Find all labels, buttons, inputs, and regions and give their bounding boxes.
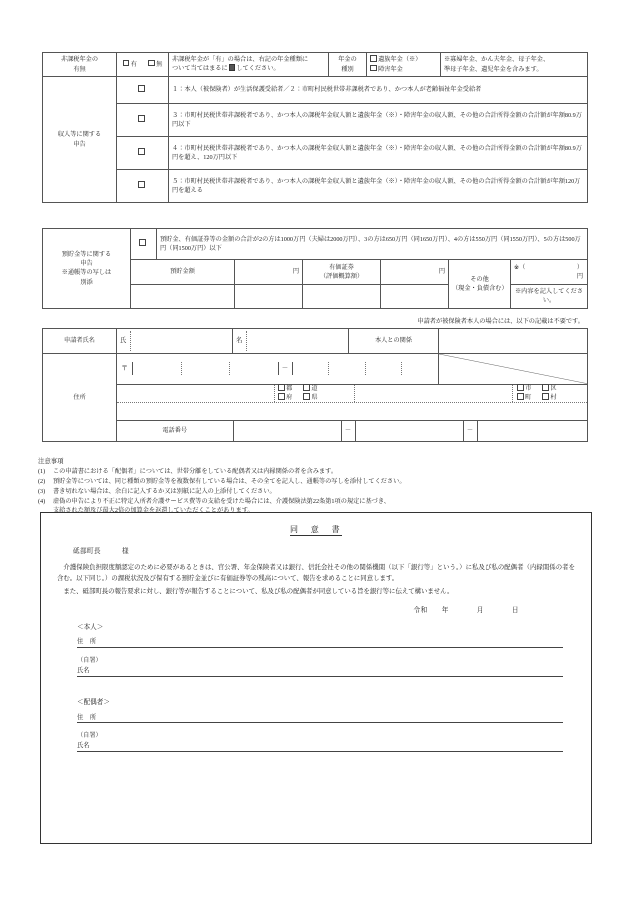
income-table bbox=[42, 52, 588, 203]
self-address-input[interactable] bbox=[96, 639, 563, 648]
spouse-address-label: 住 所 bbox=[77, 713, 96, 724]
postal-dash: － bbox=[279, 362, 293, 375]
phone-row bbox=[117, 421, 587, 441]
consent-title bbox=[55, 524, 577, 536]
spouse-name-input[interactable] bbox=[90, 743, 563, 752]
self-address-line[interactable] bbox=[77, 637, 577, 648]
pension-type-option-1-row[interactable] bbox=[370, 55, 437, 65]
phone-label: 電話番号 bbox=[117, 421, 233, 441]
spouse-section-heading: ＜配偶者＞ bbox=[77, 699, 110, 707]
applicant-surname-field[interactable] bbox=[117, 328, 233, 353]
postal-mark-icon: 〒 bbox=[117, 362, 133, 375]
relation-input[interactable] bbox=[439, 328, 588, 353]
securities-amount-unit: 円 bbox=[438, 268, 445, 276]
prefecture-options-row-1[interactable] bbox=[278, 384, 354, 393]
pension-instruction bbox=[169, 53, 329, 77]
table-row-applicant-name bbox=[43, 328, 588, 353]
checkbox-shi[interactable] bbox=[517, 384, 524, 391]
address-detail-field[interactable] bbox=[117, 384, 588, 420]
other-assets-detail-cell[interactable] bbox=[511, 260, 588, 285]
consent-paragraph-2: また、砥部町長の報告要求に対し、銀行等が報告することについて、私及び私の配偶者が同意している旨を銀行等に伝えて構いません。 bbox=[63, 587, 454, 595]
phone-number-field[interactable] bbox=[117, 420, 588, 441]
label-fu: 府 bbox=[286, 394, 293, 402]
label-to: 都 bbox=[286, 385, 293, 393]
securities-label-line2: （評価概算額） bbox=[319, 273, 364, 280]
income-declaration-label bbox=[43, 77, 117, 203]
spouse-name-label: 氏名 bbox=[77, 741, 90, 752]
address-line-3-input[interactable] bbox=[117, 403, 587, 420]
phone-part-2[interactable] bbox=[355, 421, 463, 441]
postal-cell-7[interactable] bbox=[402, 362, 438, 375]
address-line-2-input[interactable] bbox=[355, 385, 513, 402]
municipality-options-row-2[interactable] bbox=[517, 393, 587, 402]
deposit-amount-input-spacer[interactable] bbox=[235, 285, 303, 309]
note-item bbox=[38, 477, 594, 487]
municipality-options-row-1[interactable] bbox=[517, 384, 587, 393]
label-shi: 市 bbox=[525, 385, 532, 393]
date-era-label: 令和 bbox=[413, 607, 428, 615]
givenname-key-label: 名 bbox=[236, 337, 243, 345]
spouse-address-input[interactable] bbox=[96, 714, 563, 723]
date-day-label: 日 bbox=[511, 607, 519, 615]
label-do: 道 bbox=[311, 385, 318, 393]
tax-exempt-pension-label bbox=[43, 53, 117, 77]
checkbox-declaration-2[interactable] bbox=[138, 115, 145, 122]
self-section-heading: ＜本人＞ bbox=[77, 623, 104, 631]
other-assets-mark-open: ※（ bbox=[514, 263, 526, 271]
checkbox-son[interactable] bbox=[542, 393, 549, 400]
self-signature-note: （自署） bbox=[77, 657, 102, 665]
applicant-address-label: 住所 bbox=[43, 353, 117, 441]
applicant-name-label: 申請者氏名 bbox=[43, 328, 117, 353]
deposit-table bbox=[42, 228, 588, 309]
note-item bbox=[38, 497, 594, 507]
note-item bbox=[38, 467, 594, 477]
pension-no-label: 無 bbox=[156, 60, 163, 68]
checkbox-ken[interactable] bbox=[303, 393, 310, 400]
note-text: 虚偽の申告により不正に特定入所者介護サービス費等の支給を受けた場合には、介護保険法第22条第1項の規定に基づき、 bbox=[53, 498, 390, 506]
deposit-declaration-section bbox=[42, 228, 588, 309]
securities-label-spacer bbox=[303, 285, 381, 309]
declaration-text-1: １：本人（被保険者）が生活保護受給者／２：市町村民税世帯非課税者であり、かつ本人が老齢福祉年金受給者 bbox=[169, 77, 588, 104]
deposit-label-line2: 申告 bbox=[80, 260, 93, 267]
prefecture-options[interactable] bbox=[275, 385, 355, 402]
other-assets-mark-close: ） bbox=[576, 263, 583, 271]
deposit-label bbox=[43, 229, 131, 309]
table-row-declaration-1 bbox=[43, 77, 588, 104]
deposit-amount-input[interactable] bbox=[235, 260, 303, 285]
pension-instruction-line2: ついて当てはまるに してください。 bbox=[172, 65, 280, 73]
other-assets-unit: 円 bbox=[576, 273, 583, 280]
notes-heading: 注意事項 bbox=[38, 458, 64, 465]
tax-exempt-pension-label-line2: 有無 bbox=[73, 65, 86, 73]
checkbox-declaration-3[interactable] bbox=[138, 148, 145, 155]
notes-section bbox=[38, 457, 594, 516]
checkbox-ku[interactable] bbox=[542, 384, 549, 391]
self-name-input[interactable] bbox=[90, 668, 563, 677]
check-mark-icon bbox=[229, 64, 236, 71]
disability-pension-label: 障害年金 bbox=[378, 65, 403, 73]
spouse-name-line[interactable] bbox=[77, 741, 577, 752]
table-row-tax-exempt-pension bbox=[43, 53, 588, 77]
checkbox-pension-yes[interactable] bbox=[123, 60, 130, 67]
postal-cell-1[interactable] bbox=[133, 362, 182, 375]
checkbox-pension-no[interactable] bbox=[148, 60, 155, 67]
pension-footnote-line1: ※寡婦年金、かん夫年金、母子年金、 bbox=[444, 56, 550, 64]
pension-type-option-2-row[interactable] bbox=[370, 65, 437, 75]
date-month-label: 月 bbox=[476, 607, 484, 615]
securities-amount-input-spacer[interactable] bbox=[381, 285, 449, 309]
deposit-label-line3: ※通帳等の写しは bbox=[61, 269, 112, 277]
postal-cell-6[interactable] bbox=[366, 362, 403, 375]
consent-addressee: 砥部町長 様 bbox=[73, 547, 129, 555]
self-name-label: 氏名 bbox=[77, 666, 90, 677]
income-declaration-section bbox=[42, 52, 588, 203]
pension-yes-label: 有 bbox=[130, 60, 137, 68]
postal-cell-2[interactable] bbox=[182, 362, 231, 375]
deposit-amount-label: 預貯金額 bbox=[131, 260, 235, 285]
date-year-label: 年 bbox=[441, 607, 449, 615]
consent-date-line[interactable] bbox=[55, 606, 533, 616]
deposit-amount-label-spacer bbox=[131, 285, 235, 309]
deposit-label-line1: 預貯金等に関する bbox=[61, 250, 112, 258]
checkbox-disability-pension[interactable] bbox=[370, 65, 377, 72]
table-row-declaration-4 bbox=[43, 170, 588, 203]
pension-instruction-line1: 非課税年金が「有」の場合は、右記の年金種類に bbox=[172, 56, 309, 64]
note-number: (1) bbox=[38, 468, 46, 476]
tax-exempt-pension-no-cell[interactable] bbox=[143, 53, 169, 77]
consent-document bbox=[40, 512, 592, 844]
pension-type-label bbox=[329, 53, 367, 77]
income-declaration-label-line1: 収入等に関する bbox=[57, 131, 102, 139]
checkbox-declaration-1[interactable] bbox=[138, 85, 145, 92]
postal-cell-3[interactable] bbox=[230, 362, 279, 375]
securities-label-line1: 有価証券 bbox=[329, 263, 354, 271]
declaration-checkbox-cell-1[interactable] bbox=[117, 77, 169, 104]
surname-key-label: 氏 bbox=[120, 337, 127, 345]
note-number: (2) bbox=[38, 478, 46, 486]
phone-dash-1: － bbox=[341, 421, 355, 441]
relation-label: 本人との関係 bbox=[349, 328, 439, 353]
label-ku: 区 bbox=[550, 385, 557, 393]
table-row-address-detail bbox=[43, 384, 588, 420]
deposit-label-line4: 別添 bbox=[80, 278, 93, 286]
consent-title-text: 同 意 書 bbox=[290, 525, 342, 534]
note-number: (3) bbox=[38, 488, 46, 496]
label-ken: 県 bbox=[311, 394, 318, 402]
table-row-deposit-condition bbox=[43, 229, 588, 260]
declaration-checkbox-cell-2[interactable] bbox=[117, 104, 169, 137]
postal-cell-5[interactable] bbox=[329, 362, 366, 375]
other-assets-label-line1: その他 bbox=[470, 275, 489, 283]
pension-type-label-line1: 年金の bbox=[338, 56, 357, 64]
table-row-declaration-3 bbox=[43, 137, 588, 170]
table-row-declaration-2 bbox=[43, 104, 588, 137]
checkbox-cho[interactable] bbox=[517, 393, 524, 400]
applicant-table bbox=[42, 328, 588, 442]
other-assets-label bbox=[449, 260, 511, 309]
tax-exempt-pension-yes-cell[interactable] bbox=[117, 53, 143, 77]
securities-amount-input[interactable] bbox=[381, 260, 449, 285]
applicant-section bbox=[42, 316, 588, 442]
surname-divider bbox=[130, 331, 131, 351]
note-text: 預貯金等については、同じ種類の預貯金等を複数保有している場合は、その全てを記入し、通帳等の写しを添付してください。 bbox=[53, 478, 406, 486]
phone-table bbox=[117, 421, 587, 441]
checkbox-declaration-4[interactable] bbox=[138, 181, 145, 188]
deposit-amount-unit: 円 bbox=[292, 268, 299, 276]
declaration-text-2: ３：市町村民税世帯非課税者であり、かつ本人の課税年金収入額と遺族年金（※）・障害年金の収入額、その他の合計所得金額の合計額が年額80.9万円以下 bbox=[169, 104, 588, 137]
address-line-1-input[interactable] bbox=[117, 385, 275, 402]
checkbox-to[interactable] bbox=[278, 384, 285, 391]
applicant-givenname-field[interactable] bbox=[233, 328, 349, 353]
spouse-address-line[interactable] bbox=[77, 713, 577, 724]
note-text: この申請書における「配偶者」については、世帯分離をしている配偶者又は内縁関係の者を含みます。 bbox=[53, 468, 338, 476]
table-row-phone bbox=[43, 420, 588, 441]
note-text-continued: 支給された額及び最大2倍の加算金を返還していただくことがあります。 bbox=[53, 507, 254, 515]
postal-cell-4[interactable] bbox=[293, 362, 330, 375]
checkbox-do[interactable] bbox=[303, 384, 310, 391]
givenname-divider bbox=[246, 331, 247, 351]
checkbox-deposit-condition[interactable] bbox=[139, 239, 146, 246]
applicant-self-notice: 申請者が被保険者本人の場合には、以下の記載は不要です。 bbox=[417, 318, 584, 325]
note-text: 書き切れない場合は、余白に記入するか又は別紙に記入の上添付してください。 bbox=[53, 488, 276, 496]
pension-footnote bbox=[441, 53, 588, 77]
other-assets-note: ※内容を記入してください。 bbox=[511, 285, 588, 309]
declaration-text-3: ４：市町村民税世帯非課税者であり、かつ本人の課税年金収入額と遺族年金（※）・障害年金の収入額、その他の合計所得金額の合計額が年額80.9万円を超え、120万円以下 bbox=[169, 137, 588, 170]
signature-group-self bbox=[77, 623, 577, 677]
phone-part-1[interactable] bbox=[233, 421, 341, 441]
deposit-checkbox-cell[interactable] bbox=[131, 229, 157, 260]
pension-footnote-line2: 準母子年金、遺児年金を含みます。 bbox=[444, 65, 543, 73]
checkbox-fu[interactable] bbox=[278, 393, 285, 400]
note-number: (4) bbox=[38, 498, 46, 506]
tax-exempt-pension-label-line1: 非課税年金の bbox=[60, 56, 99, 64]
survivor-pension-label: 遺族年金 bbox=[378, 56, 403, 64]
pension-type-options bbox=[367, 53, 441, 77]
self-name-line[interactable] bbox=[77, 666, 577, 677]
declaration-checkbox-cell-4[interactable] bbox=[117, 170, 169, 203]
phone-part-3[interactable] bbox=[477, 421, 587, 441]
survivor-pension-mark: （※） bbox=[402, 56, 422, 64]
self-address-label: 住 所 bbox=[77, 637, 96, 648]
label-cho: 町 bbox=[525, 394, 532, 402]
phone-dash-2: － bbox=[463, 421, 477, 441]
spouse-signature-note: （自署） bbox=[77, 732, 102, 740]
declaration-text-4: ５：市町村民税世帯非課税者であり、かつ本人の課税年金収入額と遺族年金（※）・障害年金の収入額、その他の合計所得金額の合計額が年額120万円を超える bbox=[169, 170, 588, 203]
note-item bbox=[38, 487, 594, 497]
checkbox-survivor-pension[interactable] bbox=[370, 55, 377, 62]
pension-type-label-line2: 種別 bbox=[341, 65, 354, 73]
securities-label bbox=[303, 260, 381, 285]
declaration-checkbox-cell-3[interactable] bbox=[117, 137, 169, 170]
deposit-condition-text: 預貯金、有価証券等の金額の合計が2の方は1000万円（夫婦は2000万円）、3の方は650万円（同1650万円）、4の方は550万円（同1550万円）、5の方は500万円（同1500万円）以下 bbox=[157, 229, 588, 260]
municipality-options[interactable] bbox=[513, 385, 587, 402]
other-assets-label-line2: （現金・負債含む） bbox=[452, 284, 508, 292]
label-son: 村 bbox=[550, 394, 557, 402]
consent-paragraph-1: 介護保険負担限度額認定のために必要があるときは、官公署、年金保険者又は銀行、信託会社その他の関係機関（以下「銀行等」という。）に私及び私の配偶者（内縁関係の者を含む。以下同じ。）の課税状況及び保有する預貯金並びに有価証券等の残高について、報告を求めることに同意します。 bbox=[57, 564, 575, 582]
postal-code-field[interactable] bbox=[117, 353, 439, 384]
address-diagonal-filler bbox=[439, 353, 588, 384]
income-declaration-label-line2: 申告 bbox=[73, 140, 86, 148]
prefecture-options-row-2[interactable] bbox=[278, 393, 354, 402]
table-row-applicant-address bbox=[43, 353, 588, 384]
signature-group-spouse bbox=[77, 698, 577, 752]
